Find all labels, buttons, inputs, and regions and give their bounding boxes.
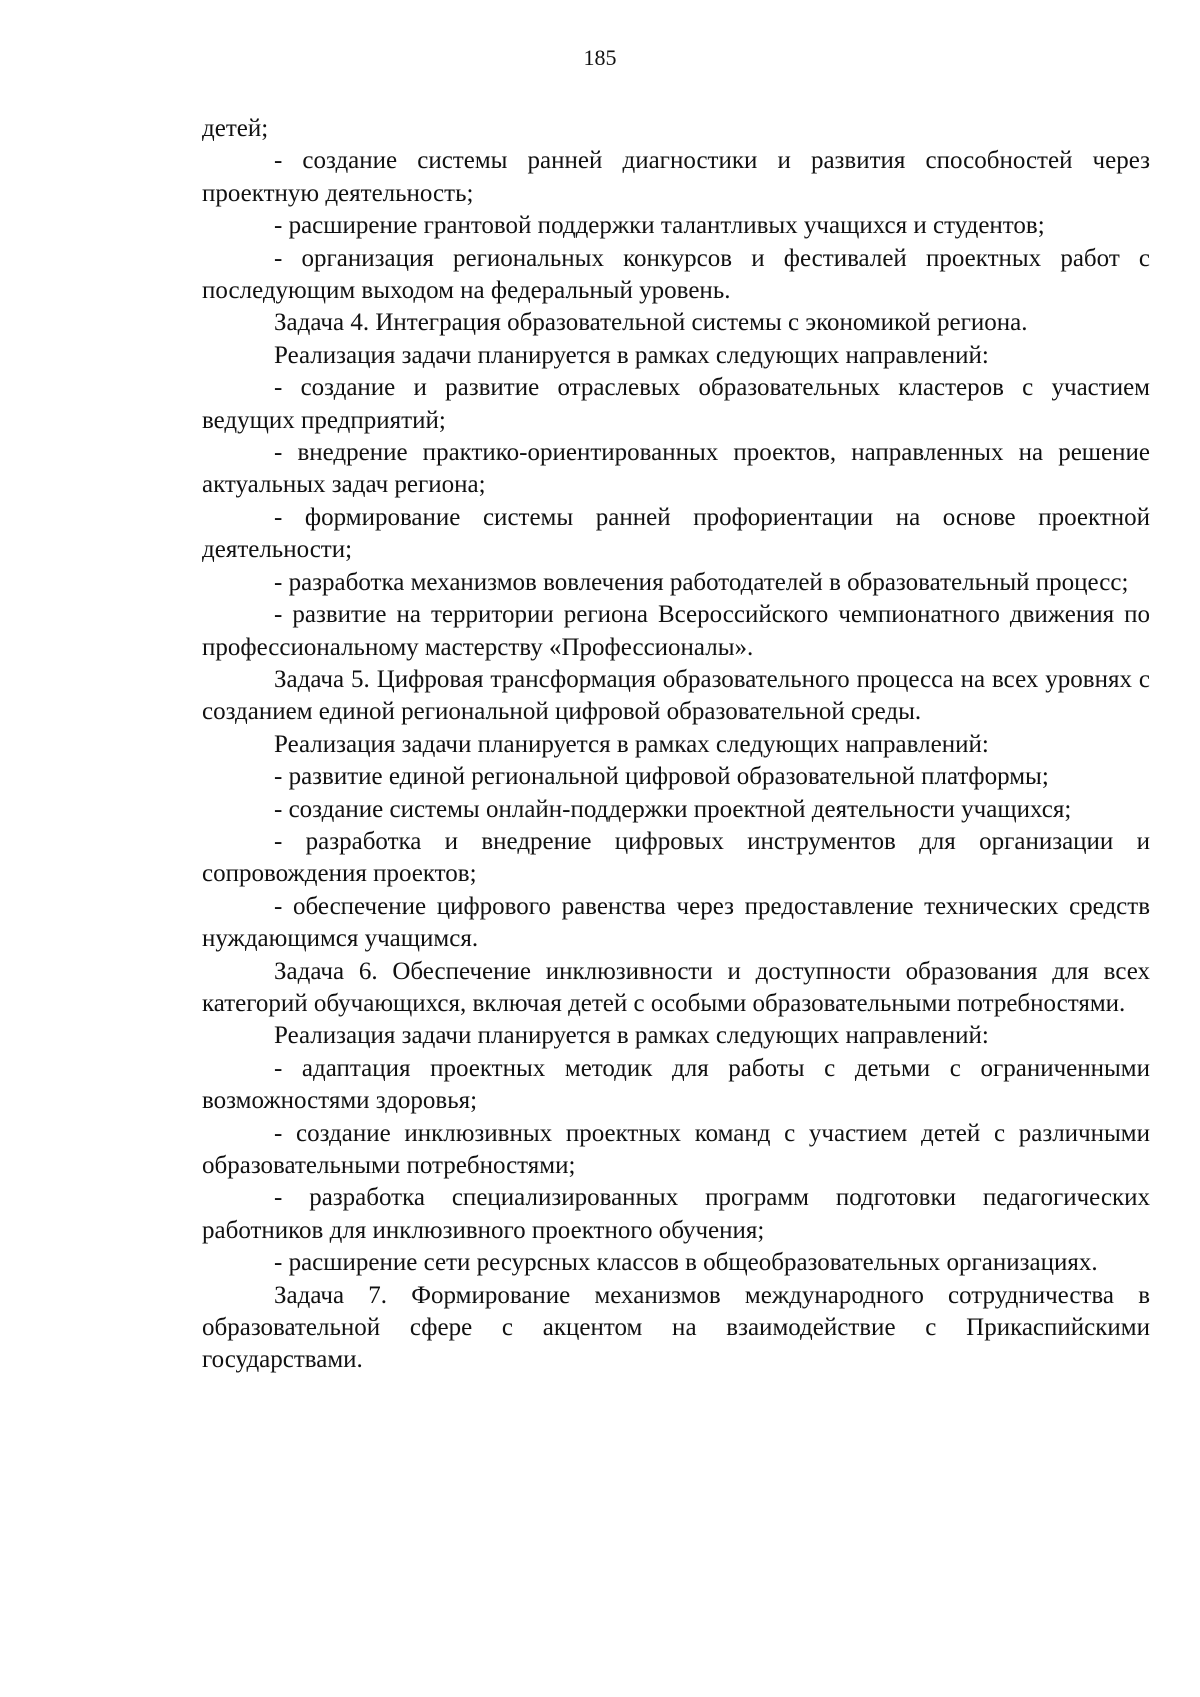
list-item: - разработка специализированных программ подготовки педагогических работников для инклюзивного проектного обучения;: [202, 1184, 1150, 1244]
list-item: - расширение сети ресурсных классов в общеобразовательных организациях.: [274, 1249, 1098, 1277]
list-item: - расширение грантовой поддержки талантливых учащихся и студентов;: [274, 212, 1045, 240]
list-item: - разработка механизмов вовлечения работодателей в образовательный процесс;: [274, 568, 1129, 596]
page-number: 185: [583, 45, 617, 70]
list-item: - внедрение практико-ориентированных проектов, направленных на решение актуальных задач региона;: [202, 439, 1150, 499]
list-item: - развитие единой региональной цифровой образовательной платформы;: [274, 763, 1049, 791]
task-heading: Задача 5. Цифровая трансформация образовательного процесса на всех уровнях с созданием единой региональной цифровой образовательной среды.: [202, 665, 1150, 726]
list-item: - создание инклюзивных проектных команд с участием детей с различными образовательными потребностями;: [202, 1119, 1150, 1179]
paragraph: Реализация задачи планируется в рамках следующих направлений:: [274, 730, 989, 758]
list-item: - создание системы ранней диагностики и развития способностей через проектную деятельность;: [202, 147, 1150, 207]
list-item: - организация региональных конкурсов и фестивалей проектных работ с последующим выходом на федеральный уровень.: [202, 244, 1150, 305]
list-item: - развитие на территории региона Всероссийского чемпионатного движения по профессиональному мастерству «Профессионалы».: [202, 601, 1150, 661]
paragraph: Реализация задачи планируется в рамках следующих направлений:: [274, 1022, 989, 1050]
task-heading: Задача 4. Интеграция образовательной системы с экономикой региона.: [274, 309, 1028, 337]
document-body: [202, 113, 1150, 1377]
task-heading: Задача 7. Формирование механизмов международного сотрудничества в образовательной сфере с акцентом на взаимодействие с Прикаспийскими государствами.: [202, 1281, 1150, 1374]
paragraph: детей;: [202, 115, 269, 142]
list-item: - обеспечение цифрового равенства через предоставление технических средств нуждающимся учащимся.: [202, 892, 1150, 953]
list-item: - создание системы онлайн-поддержки проектной деятельности учащихся;: [274, 795, 1072, 823]
list-item: - создание и развитие отраслевых образовательных кластеров с участием ведущих предприятий;: [202, 374, 1150, 434]
list-item: - разработка и внедрение цифровых инструментов для организации и сопровождения проектов;: [202, 827, 1150, 888]
list-item: - адаптация проектных методик для работы с детьми с ограниченными возможностями здоровья;: [202, 1054, 1150, 1115]
paragraph: Реализация задачи планируется в рамках следующих направлений:: [274, 341, 989, 369]
list-item: - формирование системы ранней профориентации на основе проектной деятельности;: [202, 503, 1150, 564]
task-heading: Задача 6. Обеспечение инклюзивности и доступности образования для всех категорий обучающихся, включая детей с особыми образовательными потребностями.: [202, 957, 1150, 1017]
